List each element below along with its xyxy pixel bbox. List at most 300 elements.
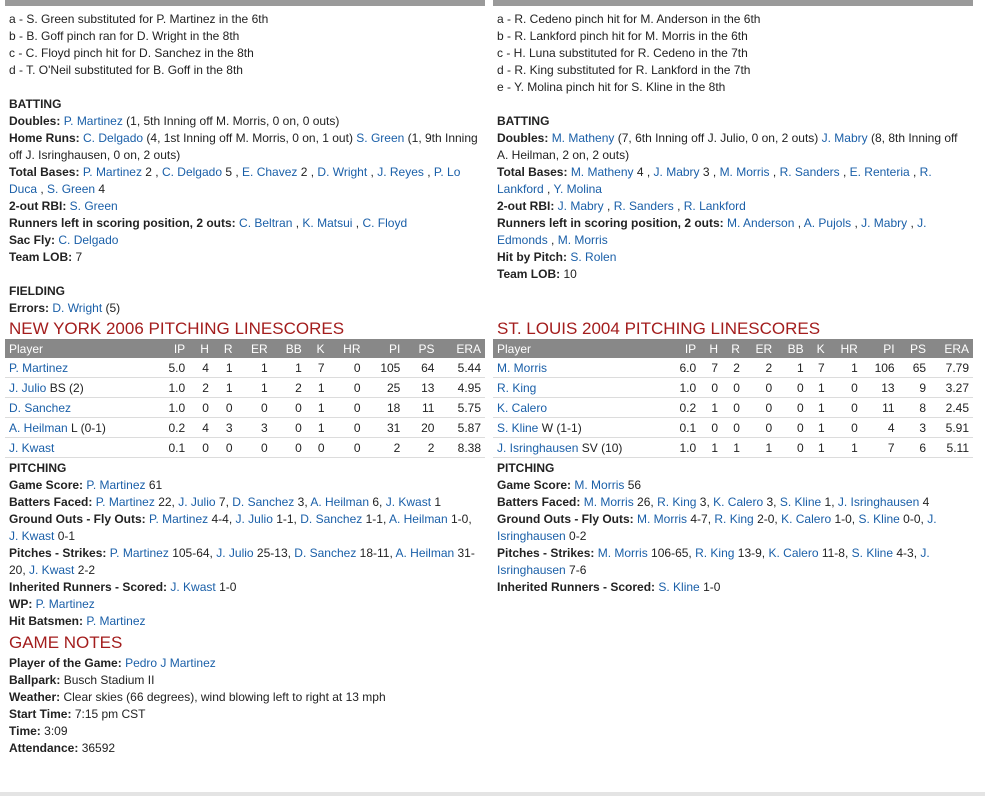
stat-line — [9, 494, 481, 511]
player-link[interactable]: J. Kwast — [9, 529, 55, 543]
player-link[interactable]: C. Delgado — [161, 165, 223, 179]
stat-text: 11-8, — [818, 546, 852, 560]
stat-line — [9, 300, 481, 317]
stat-label: Home Runs: — [9, 131, 80, 145]
stat-cell: 3 — [899, 418, 930, 438]
stat-text: 1-0, — [447, 512, 472, 526]
player-link[interactable]: J. Kwast — [170, 580, 216, 594]
stat-cell: 5.44 — [438, 358, 485, 378]
stat-cell: 1 — [829, 438, 862, 458]
batting-section — [5, 96, 485, 266]
stat-label: WP: — [9, 597, 33, 611]
stat-cell: 105 — [365, 358, 405, 378]
stat-line — [497, 215, 969, 249]
column-header: IP — [154, 339, 189, 358]
player-link[interactable]: P. Martinez — [86, 478, 146, 492]
player-link[interactable]: M. Anderson — [727, 216, 795, 230]
stat-text: 106-65, — [647, 546, 696, 560]
stat-label: Attendance: — [9, 741, 79, 755]
stat-cell: 0 — [237, 438, 272, 458]
stat-text: 4-4, — [208, 512, 236, 526]
stat-cell: 7 — [700, 358, 722, 378]
player-link[interactable]: S. Kline — [779, 495, 822, 509]
player-link[interactable]: E. Chavez — [242, 165, 298, 179]
stat-text: 2-2 — [74, 563, 96, 577]
stat-cell: 8.38 — [438, 438, 485, 458]
player-cell — [5, 418, 154, 438]
player-link[interactable]: A. Pujols — [803, 216, 852, 230]
stat-cell: 4 — [189, 418, 213, 438]
stat-cell: 1.0 — [154, 398, 189, 418]
stat-label: Hit by Pitch: — [497, 250, 568, 264]
player-link[interactable]: J. Julio — [9, 380, 47, 395]
player-link[interactable]: S. Green — [69, 199, 118, 213]
stat-text: 7-6 — [565, 563, 587, 577]
player-link[interactable]: D. Wright — [52, 301, 103, 315]
player-link[interactable]: J. Julio — [178, 495, 216, 509]
player-link[interactable]: P. Martinez — [35, 597, 95, 611]
player-link[interactable]: D. Sanchez — [294, 546, 357, 560]
player-link[interactable]: K. Calero — [713, 495, 764, 509]
stat-text: (7, 6th Inning off J. Julio, 0 on, 2 outs) — [614, 131, 822, 145]
stat-label: Player of the Game: — [9, 656, 122, 670]
player-link[interactable]: J. Isringhausen — [497, 512, 937, 543]
stat-text: 7:15 pm CST — [74, 707, 146, 721]
player-link[interactable]: M. Morris — [719, 165, 770, 179]
stat-text: , — [769, 165, 780, 179]
stat-text: 7, — [215, 495, 233, 509]
stat-label: Runners left in scoring position, 2 outs: — [497, 216, 724, 230]
stat-text: 4-7, — [687, 512, 715, 526]
stat-cell: 0 — [722, 398, 744, 418]
stat-text: 0-2 — [565, 529, 587, 543]
stat-text: , — [907, 216, 918, 230]
player-link[interactable]: A. Heilman — [310, 495, 370, 509]
column-header: BB — [272, 339, 306, 358]
stat-text: (8, 8th Inning off A. Heilman, 2 on, 2 outs) — [497, 131, 958, 162]
stat-text: (1, 9th Inning off J. Isringhausen, 0 on, 2 outs) — [9, 131, 478, 162]
player-link[interactable]: R. King — [714, 512, 754, 526]
player-link[interactable]: S. Rolen — [570, 250, 617, 264]
stat-cell: 9 — [899, 378, 930, 398]
stat-cell: 1.0 — [154, 378, 189, 398]
stat-label: Errors: — [9, 301, 50, 315]
stat-line — [9, 130, 481, 164]
stat-cell: 0 — [189, 438, 213, 458]
column-header: R — [213, 339, 237, 358]
player-link[interactable]: M. Morris — [583, 495, 634, 509]
fielding-section — [5, 283, 485, 317]
stat-text: 1-1, — [272, 512, 301, 526]
column-header: K — [808, 339, 829, 358]
column-header: ER — [744, 339, 776, 358]
stat-label: Start Time: — [9, 707, 72, 721]
player-link[interactable]: J. Kwast — [385, 495, 432, 509]
player-link[interactable]: P. Martinez — [86, 614, 146, 628]
player-link[interactable]: P. Martinez — [109, 546, 169, 560]
stat-cell: 0 — [700, 418, 722, 438]
pitching-linescores-header: NEW YORK 2006 PITCHING LINESCORES — [9, 319, 345, 338]
column-header: HR — [329, 339, 365, 358]
player-link[interactable]: E. Renteria — [849, 165, 910, 179]
player-link[interactable]: J. Mabry — [821, 131, 868, 145]
player-link[interactable]: P. Martinez — [149, 512, 209, 526]
stat-cell: 0 — [722, 418, 744, 438]
player-link[interactable]: S. Green — [356, 131, 405, 145]
player-link[interactable]: M. Matheny — [551, 131, 615, 145]
stat-cell: 6.0 — [668, 358, 700, 378]
stat-text: , — [352, 216, 363, 230]
stat-cell: 1 — [237, 378, 272, 398]
player-link[interactable]: P. Martinez — [63, 114, 123, 128]
stat-lines — [497, 477, 969, 596]
player-link[interactable]: P. Martinez — [9, 360, 69, 375]
stat-line — [9, 689, 481, 706]
column-header: ER — [237, 339, 272, 358]
table-row — [5, 398, 485, 418]
stat-label: Game Score: — [9, 478, 84, 492]
stat-lines — [9, 113, 481, 266]
stat-cell: 1 — [272, 358, 306, 378]
stat-cell: 18 — [365, 398, 405, 418]
column-header: ERA — [930, 339, 973, 358]
stat-line — [9, 164, 481, 198]
stat-cell: 13 — [404, 378, 438, 398]
player-cell — [5, 358, 154, 378]
stat-cell: 1 — [808, 378, 829, 398]
stat-text: 18-11, — [356, 546, 396, 560]
stat-cell: 2 — [404, 438, 438, 458]
player-link[interactable]: C. Delgado — [58, 233, 119, 247]
table-row — [493, 378, 973, 398]
stat-cell: 0 — [329, 418, 365, 438]
stat-cell: 0 — [213, 438, 237, 458]
stat-lines — [9, 477, 481, 630]
stat-cell: 5.11 — [930, 438, 973, 458]
stat-line — [497, 579, 969, 596]
player-link[interactable]: D. Wright — [317, 165, 368, 179]
stat-cell: 11 — [862, 398, 899, 418]
stat-cell: 0 — [776, 418, 807, 438]
stat-line — [9, 232, 481, 249]
stat-text: 0-1 — [54, 529, 76, 543]
stat-label: Ballpark: — [9, 673, 61, 687]
player-link[interactable]: S. Kline — [497, 420, 539, 435]
player-link[interactable]: Y. Molina — [553, 182, 602, 196]
stat-text: Clear skies (66 degrees), wind blowing left to right at 13 mph — [63, 690, 386, 704]
stat-line — [497, 494, 969, 511]
player-link[interactable]: R. King — [497, 380, 537, 395]
player-link[interactable]: D. Sanchez — [300, 512, 363, 526]
stat-cell: 1 — [213, 358, 237, 378]
stat-text: , — [673, 199, 684, 213]
stat-text: 2 , — [141, 165, 162, 179]
stat-text: 22, — [154, 495, 179, 509]
stat-cell: 3 — [237, 418, 272, 438]
player-link[interactable]: M. Morris — [574, 478, 625, 492]
stat-line — [9, 672, 481, 689]
player-link[interactable]: J. Kwast — [9, 440, 55, 455]
stat-cell: 0.1 — [668, 418, 700, 438]
player-link[interactable]: P. Martinez — [82, 165, 142, 179]
player-link[interactable]: S. Kline — [858, 512, 900, 526]
stat-label: Ground Outs - Fly Outs: — [497, 512, 634, 526]
stat-cell: 1 — [776, 358, 807, 378]
stat-cell: 7 — [306, 358, 329, 378]
stat-line — [497, 545, 969, 579]
stat-line — [9, 215, 481, 232]
stat-text: 1 — [431, 495, 442, 509]
stat-line — [9, 511, 481, 545]
stat-cell: 0 — [829, 378, 862, 398]
stat-text: 4-3, — [893, 546, 921, 560]
stat-cell: 2 — [744, 358, 776, 378]
stat-text: 56 — [624, 478, 642, 492]
stat-text: 26, — [633, 495, 658, 509]
stat-text: 4 , — [633, 165, 654, 179]
stat-label: 2-out RBI: — [9, 199, 67, 213]
stat-label: Runners left in scoring position, 2 outs: — [9, 216, 236, 230]
player-link[interactable]: R. King — [695, 546, 735, 560]
stat-cell: 0 — [776, 398, 807, 418]
player-cell — [5, 378, 154, 398]
player-cell — [493, 378, 668, 398]
stat-label: Hit Batsmen: — [9, 614, 84, 628]
table-row — [5, 418, 485, 438]
stat-cell: 0.1 — [154, 438, 189, 458]
player-link[interactable]: J. Kwast — [29, 563, 75, 577]
stat-text: 6, — [369, 495, 386, 509]
stat-cell: 0 — [829, 398, 862, 418]
player-link[interactable]: J. Isringhausen — [497, 440, 579, 455]
stat-cell: 0 — [829, 418, 862, 438]
section-title: FIELDING — [9, 284, 65, 298]
stat-cell: 1 — [237, 358, 272, 378]
stat-cell: 11 — [404, 398, 438, 418]
decision-note: W (1-1) — [538, 420, 582, 435]
stat-cell: 13 — [862, 378, 899, 398]
new-york-column — [5, 0, 485, 757]
stat-line — [9, 198, 481, 215]
player-link[interactable]: C. Delgado — [83, 131, 144, 145]
stat-text: , — [547, 233, 558, 247]
stat-line — [497, 266, 969, 283]
player-link[interactable]: K. Calero — [768, 546, 819, 560]
stat-cell: 3.27 — [930, 378, 973, 398]
stat-text: (4, 1st Inning off M. Morris, 0 on, 1 out) — [143, 131, 357, 145]
table-row — [493, 398, 973, 418]
stat-label: 2-out RBI: — [497, 199, 555, 213]
stat-label: Time: — [9, 724, 41, 738]
player-link[interactable]: M. Morris — [597, 546, 648, 560]
stat-cell: 0 — [776, 378, 807, 398]
column-header: PI — [365, 339, 405, 358]
player-link[interactable]: S. Kline — [658, 580, 700, 594]
stat-cell: 0 — [189, 398, 213, 418]
column-header: ERA — [438, 339, 485, 358]
player-link[interactable]: D. Sanchez — [9, 400, 72, 415]
table-header-row — [493, 339, 973, 358]
stat-cell: 0 — [213, 398, 237, 418]
stat-text: , — [909, 165, 920, 179]
player-link[interactable]: M. Morris — [557, 233, 608, 247]
stat-cell: 1 — [808, 398, 829, 418]
stat-lines — [9, 655, 481, 757]
stat-cell: 0 — [744, 418, 776, 438]
player-link[interactable]: J. Mabry — [557, 199, 604, 213]
player-link[interactable]: J. Edmonds — [497, 216, 927, 247]
stat-line — [9, 249, 481, 266]
stat-line — [9, 613, 481, 630]
column-header: Player — [5, 339, 154, 358]
table-row — [5, 438, 485, 458]
stat-cell: 0 — [272, 438, 306, 458]
stat-cell: 5.91 — [930, 418, 973, 438]
sub-note: d - R. King substituted for R. Lankford in the 7th — [497, 63, 751, 77]
stat-text: 1, — [821, 495, 838, 509]
table-row — [493, 358, 973, 378]
stat-line — [9, 545, 481, 579]
stat-cell: 5.87 — [438, 418, 485, 438]
stat-label: Doubles: — [497, 131, 549, 145]
substitution-notes — [5, 6, 485, 79]
stat-label: Inherited Runners - Scored: — [497, 580, 656, 594]
stat-text: 3:09 — [44, 724, 68, 738]
stat-label: Sac Fly: — [9, 233, 56, 247]
game-notes-header: GAME NOTES — [9, 633, 123, 652]
stat-label: Pitches - Strikes: — [9, 546, 107, 560]
player-link[interactable]: J. Mabry — [861, 216, 908, 230]
column-header: H — [700, 339, 722, 358]
player-link[interactable]: R. King — [657, 495, 697, 509]
player-link[interactable]: J. Isringhausen — [497, 546, 930, 577]
player-link[interactable]: J. Julio — [216, 546, 254, 560]
stat-cell: 2.45 — [930, 398, 973, 418]
stat-cell: 0 — [776, 438, 807, 458]
stat-cell: 106 — [862, 358, 899, 378]
player-link[interactable]: K. Matsui — [302, 216, 353, 230]
player-link[interactable]: M. Matheny — [570, 165, 634, 179]
player-link[interactable]: J. Isringhausen — [837, 495, 920, 509]
stat-line — [497, 164, 969, 198]
stat-cell: 2 — [272, 378, 306, 398]
player-link[interactable]: R. Sanders — [613, 199, 674, 213]
stat-line — [497, 249, 969, 266]
stat-text: 1-0 — [699, 580, 721, 594]
table-row — [493, 438, 973, 458]
stat-text: , — [794, 216, 804, 230]
stat-cell: 1 — [700, 398, 722, 418]
stat-cell: 0 — [722, 378, 744, 398]
player-link[interactable]: C. Beltran — [239, 216, 293, 230]
player-link[interactable]: D. Sanchez — [232, 495, 295, 509]
player-link[interactable]: A. Heilman — [388, 512, 448, 526]
stat-text: 2-0, — [753, 512, 782, 526]
stat-text: 7 — [75, 250, 83, 264]
stat-text: , — [292, 216, 303, 230]
table-row — [493, 418, 973, 438]
stat-text: Busch Stadium II — [63, 673, 155, 687]
sub-note: c - C. Floyd pinch hit for D. Sanchez in the 8th — [9, 46, 254, 60]
stat-cell: 31 — [365, 418, 405, 438]
stat-text: , — [839, 165, 850, 179]
player-link[interactable]: J. Reyes — [377, 165, 424, 179]
substitution-notes — [493, 6, 973, 96]
player-link[interactable]: A. Heilman — [9, 420, 68, 435]
player-link[interactable]: P. Martinez — [95, 495, 155, 509]
stat-cell: 0 — [237, 398, 272, 418]
player-link[interactable]: J. Mabry — [653, 165, 700, 179]
stat-cell: 4.95 — [438, 378, 485, 398]
player-link[interactable]: P. Lo Duca — [9, 165, 461, 196]
stat-line — [9, 113, 481, 130]
stat-cell: 4 — [862, 418, 899, 438]
player-cell — [493, 438, 668, 458]
player-link[interactable]: C. Floyd — [362, 216, 408, 230]
sub-note: c - H. Luna substituted for R. Cedeno in the 7th — [497, 46, 748, 60]
sub-note: d - T. O'Neil substituted for B. Goff in the 8th — [9, 63, 243, 77]
player-link[interactable]: M. Morris — [497, 360, 547, 375]
section-title: PITCHING — [9, 461, 67, 475]
stat-cell: 1 — [700, 438, 722, 458]
player-link[interactable]: M. Morris — [637, 512, 688, 526]
player-link[interactable]: J. Julio — [235, 512, 273, 526]
table-row — [5, 358, 485, 378]
stat-text: , — [37, 182, 48, 196]
stat-label: Game Score: — [497, 478, 572, 492]
section-title: BATTING — [9, 97, 62, 111]
player-link[interactable]: A. Heilman — [395, 546, 455, 560]
stat-text: 0-0, — [899, 512, 928, 526]
stat-text: 2 , — [297, 165, 318, 179]
stat-text: (1, 5th Inning off M. Morris, 0 on, 0 outs) — [122, 114, 340, 128]
column-header: IP — [668, 339, 700, 358]
stat-line — [9, 723, 481, 740]
stat-label: Doubles: — [9, 114, 61, 128]
stat-cell: 0.2 — [668, 398, 700, 418]
player-link[interactable]: K. Calero — [497, 400, 548, 415]
player-link[interactable]: R. Sanders — [779, 165, 840, 179]
table-header-row — [5, 339, 485, 358]
stat-cell: 64 — [404, 358, 438, 378]
player-link[interactable]: S. Green — [47, 182, 96, 196]
player-cell — [493, 418, 668, 438]
player-link[interactable]: Pedro J Martinez — [125, 656, 216, 670]
player-link[interactable]: R. Lankford — [497, 165, 932, 196]
stat-cell: 1 — [213, 378, 237, 398]
stat-cell: 0 — [329, 378, 365, 398]
stat-cell: 5.0 — [154, 358, 189, 378]
column-header: R — [722, 339, 744, 358]
column-header: PS — [404, 339, 438, 358]
player-link[interactable]: S. Kline — [851, 546, 894, 560]
stat-text: 3, — [696, 495, 714, 509]
player-link[interactable]: K. Calero — [781, 512, 832, 526]
stat-label: Weather: — [9, 690, 61, 704]
stat-line — [9, 596, 481, 613]
stat-cell: 2 — [722, 358, 744, 378]
pitching-section — [5, 460, 485, 630]
player-link[interactable]: R. Lankford — [683, 199, 746, 213]
section-title: PITCHING — [497, 461, 555, 475]
stat-text: 25-13, — [253, 546, 295, 560]
stat-text: , — [851, 216, 862, 230]
stat-line — [497, 198, 969, 215]
stat-line — [9, 477, 481, 494]
game-notes — [5, 655, 485, 757]
stat-text: 4 — [95, 182, 106, 196]
table-row — [5, 378, 485, 398]
